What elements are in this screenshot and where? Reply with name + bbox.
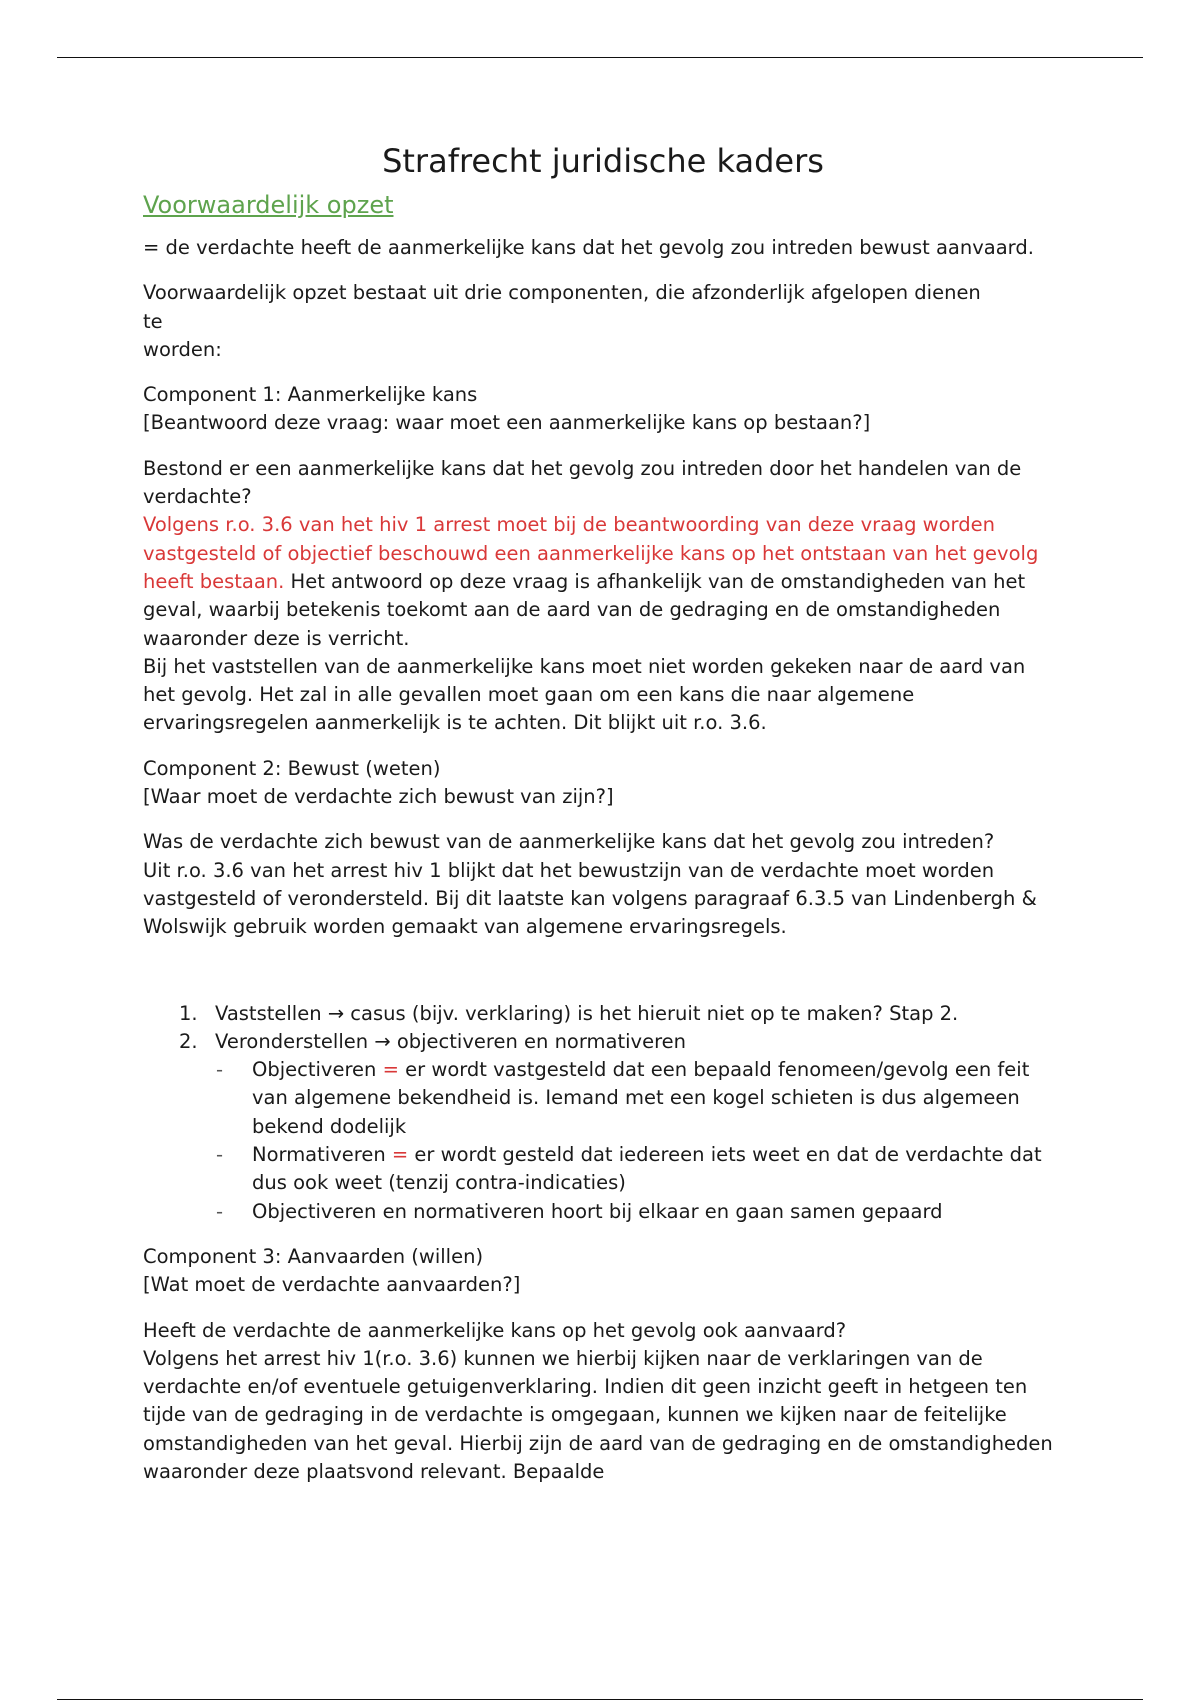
sub-text: Objectiveren en normativeren hoort bij elkaar en gaan samen gepaard xyxy=(252,1199,943,1223)
sub-term: Normativeren xyxy=(252,1143,392,1167)
sub-term: Objectiveren xyxy=(252,1058,383,1082)
dash-marker: - xyxy=(216,1199,224,1223)
sub-text: er wordt vastgesteld dat een bepaald fenomeen/gevolg een feit van algemene bekendheid is. Iemand met een kogel schieten is dus algemeen bekend dodelijk xyxy=(252,1058,1030,1138)
list-item xyxy=(179,1000,1063,1028)
component1-question: Bestond er een aanmerkelijke kans dat het gevolg zou intreden door het handelen van de verdachte? xyxy=(143,456,1022,509)
section-title: Voorwaardelijk opzet xyxy=(143,191,394,219)
step-text: Vaststellen → casus (bijv. verklaring) is het hieruit niet op te maken? Stap 2. xyxy=(215,1001,959,1025)
component2-prompt: [Waar moet de verdachte zich bewust van zijn?] xyxy=(143,785,614,809)
component2-question: Was de verdachte zich bewust van de aanmerkelijke kans dat het gevolg zou intreden? xyxy=(143,830,995,854)
top-rule xyxy=(57,57,1143,58)
component1-rest-text: Het antwoord op deze vraag is afhankelijk van de omstandigheden van het geval, waarbij betekenis toekomt aan de aard van de gedraging en de omstandigheden waaronder deze is verricht. xyxy=(143,569,1026,650)
step-number: 2. xyxy=(179,1029,198,1053)
document-page xyxy=(143,142,1063,1503)
equals-sign: = xyxy=(382,1058,399,1082)
intro-line-2: te xyxy=(143,309,163,333)
intro-line-1: Voorwaardelijk opzet bestaat uit drie componenten, die afzonderlijk afgelopen dienen xyxy=(143,281,981,305)
component2-header xyxy=(143,755,1063,812)
sub-list-item xyxy=(216,1198,1063,1226)
list-item xyxy=(179,1028,1063,1226)
component1-red-text: Volgens r.o. 3.6 van het hiv 1 arrest moet bij de beantwoording van deze vraag worden vastgesteld of objectief beschouwd een aanmerkelijke kans op het ontstaan van het gevolg heeft bestaan. xyxy=(143,513,1039,593)
component3-header xyxy=(143,1243,1063,1300)
sub-text: er wordt gesteld dat iedereen iets weet en dat de verdachte dat dus ook weet (tenzij contra-indicaties) xyxy=(252,1143,1042,1195)
component1-heading: Component 1: Aanmerkelijke kans xyxy=(143,383,478,407)
component3-heading: Component 3: Aanvaarden (willen) xyxy=(143,1244,484,1268)
definition: = de verdachte heeft de aanmerkelijke kans dat het gevolg zou intreden bewust aanvaard. xyxy=(143,236,1034,259)
step-text: Veronderstellen → objectiveren en normativeren xyxy=(215,1029,687,1053)
dash-marker: - xyxy=(216,1143,224,1167)
component1-body xyxy=(143,455,1063,738)
component1-header xyxy=(143,381,1063,438)
document-title: Strafrecht juridische kaders xyxy=(382,142,824,180)
component2-text: Uit r.o. 3.6 van het arrest hiv 1 blijkt dat het bewustzijn van de verdachte moet worden vastgesteld of verondersteld. Bij dit laatste kan volgens paragraaf 6.3.5 van Lindenbergh & Wolswijk gebruik worden gemaakt van algemene ervaringsregels. xyxy=(143,858,1037,939)
component3-body xyxy=(143,1317,1063,1487)
component1-extra: Bij het vaststellen van de aanmerkelijke kans moet niet worden gekeken naar de aard van het gevolg. Het zal in alle gevallen moet gaan om een kans die naar algemene ervaringsregelen aanmerkelijk is te achten. Dit blijkt uit r.o. 3.6. xyxy=(143,654,1026,735)
component2-heading: Component 2: Bewust (weten) xyxy=(143,756,441,780)
component1-prompt: [Beantwoord deze vraag: waar moet een aanmerkelijke kans op bestaan?] xyxy=(143,411,871,435)
component3-prompt: [Wat moet de verdachte aanvaarden?] xyxy=(143,1273,521,1297)
component3-text: Volgens het arrest hiv 1(r.o. 3.6) kunnen we hierbij kijken naar de verklaringen van de verdachte en/of eventuele getuigenverklaring. Indien dit geen inzicht geeft in hetgeen ten tijde van de gedraging in de verdachte is omgegaan, kunnen we kijken naar de feitelijke omstandigheden van het geval. Hierbij zijn de aard van de gedraging en de omstandigheden waaronder deze plaatsvond relevant. Bepaalde xyxy=(143,1346,1053,1483)
sub-list-item xyxy=(216,1141,1063,1198)
intro-paragraph xyxy=(143,279,1063,364)
component3-question: Heeft de verdachte de aanmerkelijke kans op het gevolg ook aanvaard? xyxy=(143,1318,847,1342)
steps-list xyxy=(143,1000,1063,1226)
component2-body xyxy=(143,828,1063,941)
dash-marker: - xyxy=(216,1058,224,1082)
equals-sign: = xyxy=(391,1143,409,1167)
step-number: 1. xyxy=(179,1001,198,1025)
intro-line-3: worden: xyxy=(143,337,222,361)
sub-list xyxy=(215,1056,1063,1226)
sub-list-item xyxy=(216,1056,1063,1141)
